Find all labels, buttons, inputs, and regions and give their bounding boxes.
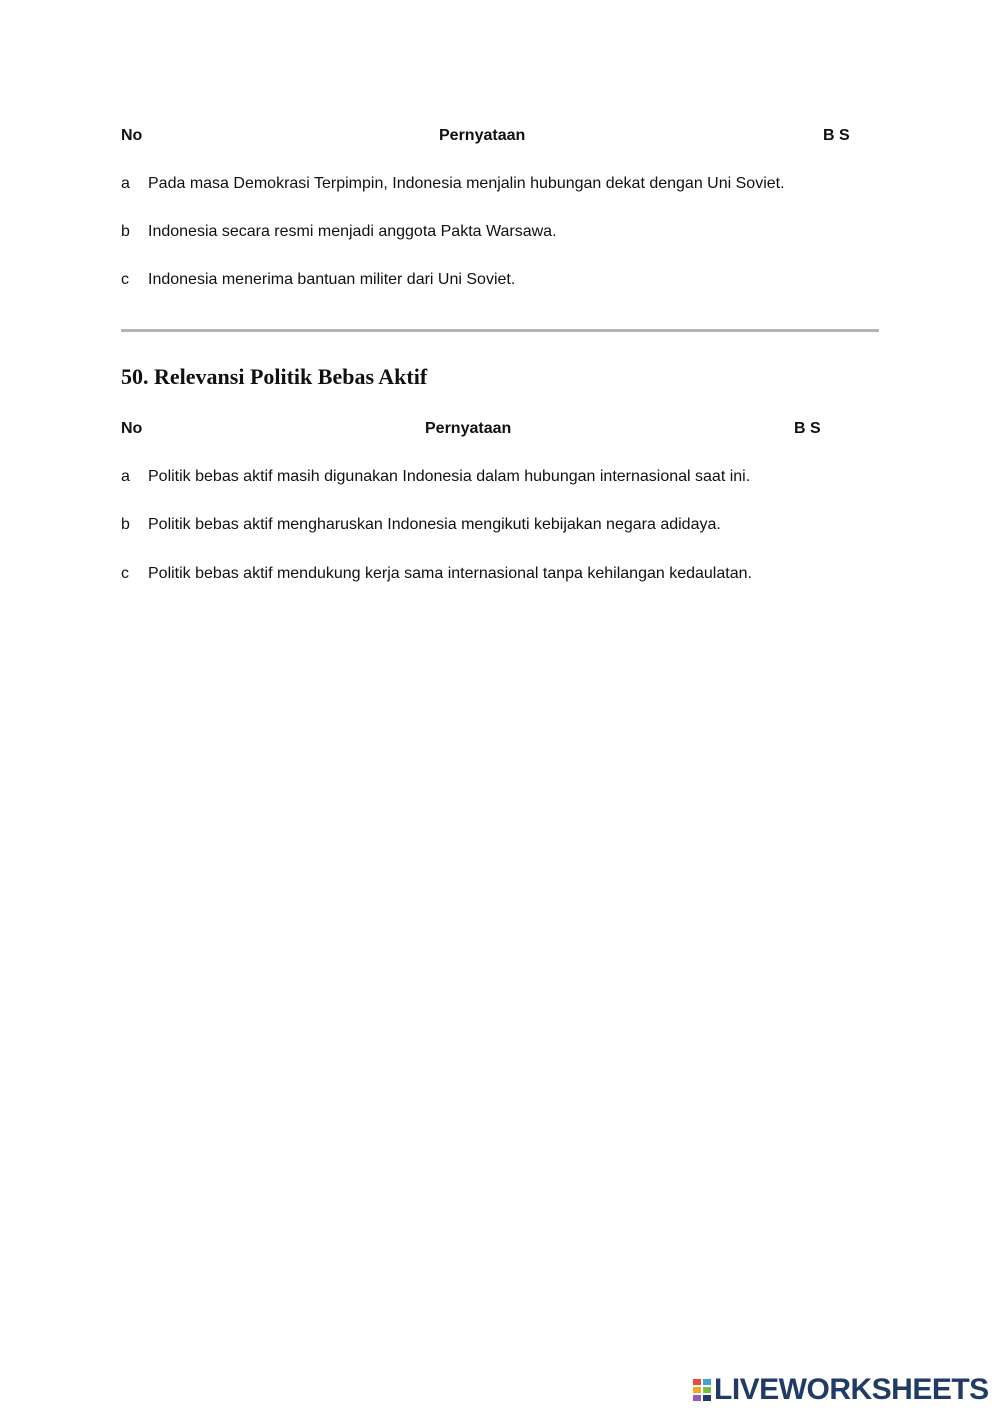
row-letter: a [121,468,130,485]
logo-tile [692,1394,702,1402]
column-header-bs: B S [823,127,850,144]
logo-tile [692,1378,702,1386]
column-header-no: No [121,127,143,144]
section-divider [121,329,879,332]
statement-text: Indonesia secara resmi menjadi anggota Pakta Warsawa. [148,223,557,240]
logo-mark-icon [692,1378,712,1402]
logo-wordmark: LIVEWORKSHEETS [714,1373,989,1406]
row-letter: b [121,223,130,240]
row-letter: a [121,175,130,192]
column-header-bs: B S [794,420,821,437]
logo-tile [702,1378,712,1386]
column-header-statement: Pernyataan [425,420,512,437]
column-header-statement: Pernyataan [439,127,526,144]
statement-text: Pada masa Demokrasi Terpimpin, Indonesia menjalin hubungan dekat dengan Uni Soviet. [148,175,785,192]
logo-tile [692,1386,702,1394]
section-title: 50. Relevansi Politik Bebas Aktif [121,364,428,389]
statement-text: Politik bebas aktif mengharuskan Indonesia mengikuti kebijakan negara adidaya. [148,516,721,533]
statement-text: Politik bebas aktif mendukung kerja sama internasional tanpa kehilangan kedaulatan. [148,565,752,582]
logo-tile [702,1394,712,1402]
row-letter: b [121,516,130,533]
row-letter: c [121,565,129,582]
statement-text: Politik bebas aktif masih digunakan Indonesia dalam hubungan internasional saat ini. [148,468,751,485]
logo-tile [702,1386,712,1394]
column-header-no: No [121,420,143,437]
statement-text: Indonesia menerima bantuan militer dari Uni Soviet. [148,271,516,288]
liveworksheets-logo [692,1374,989,1406]
row-letter: c [121,271,129,288]
